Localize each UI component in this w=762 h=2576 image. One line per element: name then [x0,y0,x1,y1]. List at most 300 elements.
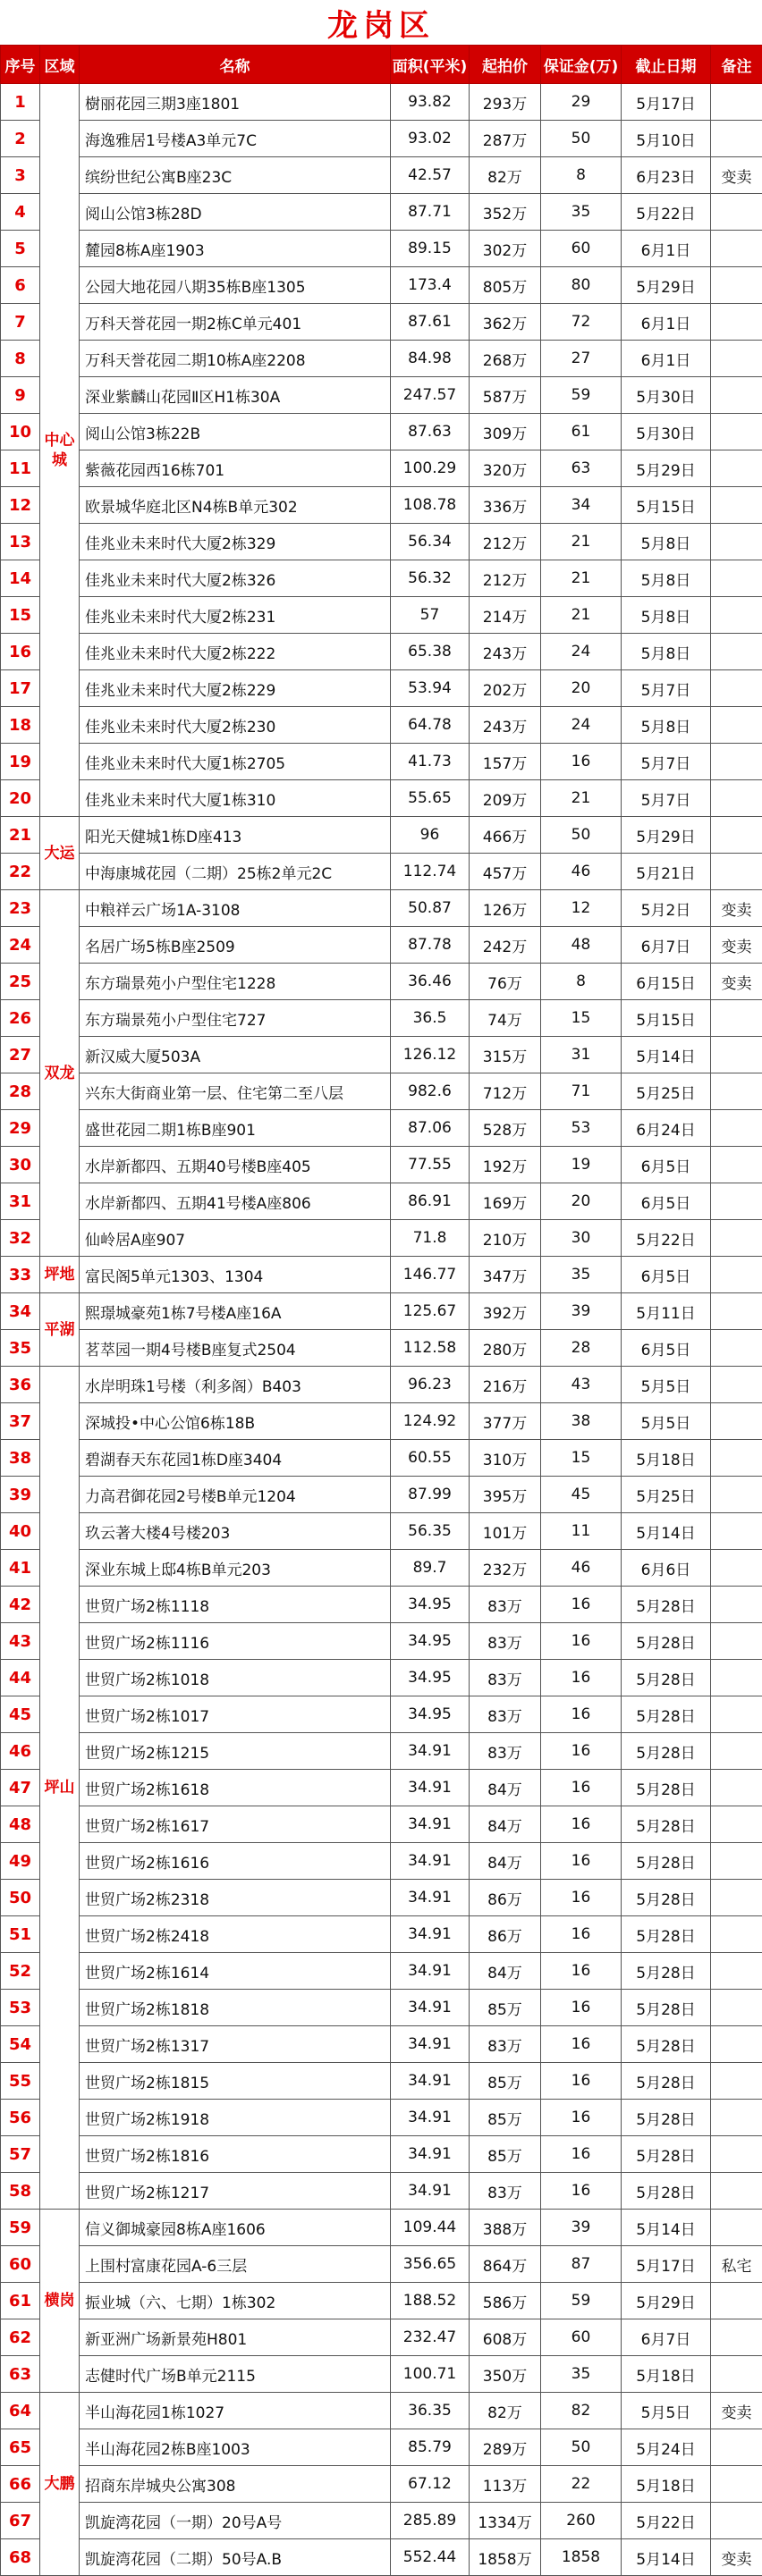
note-value [711,2100,762,2136]
deadline-date: 5月5日 [622,1403,711,1440]
table-row [1,1806,762,1843]
header-name: 名称 [80,46,391,84]
row-number: 54 [1,2026,40,2063]
deadline-date: 5月28日 [622,1733,711,1770]
deposit-value: 35 [541,1257,622,1293]
deposit-value: 16 [541,1696,622,1733]
price-value: 315万 [470,1037,541,1073]
price-value: 336万 [470,487,541,524]
property-name: 万科天誉花园一期2栋C单元401 [80,304,391,341]
table-row [1,597,762,634]
note-value [711,1073,762,1110]
area-value: 247.57 [391,377,470,414]
table-row [1,2393,762,2429]
deposit-value: 16 [541,1843,622,1880]
area-value: 126.12 [391,1037,470,1073]
note-value [711,2136,762,2173]
row-number: 39 [1,1477,40,1513]
property-name: 水岸新都四、五期40号楼B座405 [80,1147,391,1183]
note-value [711,1147,762,1183]
note-value [711,1293,762,1330]
deadline-date: 5月11日 [622,1293,711,1330]
deadline-date: 5月14日 [622,2539,711,2576]
row-number: 14 [1,560,40,597]
deadline-date: 5月28日 [622,1696,711,1733]
note-value [711,1477,762,1513]
property-name: 半山海花园2栋B座1003 [80,2429,391,2466]
table-row [1,267,762,304]
price-value: 392万 [470,1293,541,1330]
row-number: 1 [1,84,40,121]
table-row [1,1660,762,1696]
area-value: 93.02 [391,121,470,157]
table-row [1,1477,762,1513]
note-value [711,707,762,744]
area-value: 124.92 [391,1403,470,1440]
deadline-date: 5月30日 [622,414,711,450]
header-row [1,46,762,84]
deadline-date: 6月6日 [622,1550,711,1587]
deadline-date: 6月5日 [622,1257,711,1293]
property-name: 熙璟城豪苑1栋7号楼A座16A [80,1293,391,1330]
row-number: 61 [1,2283,40,2319]
property-name: 佳兆业未来时代大厦1栋2705 [80,744,391,780]
row-number: 46 [1,1733,40,1770]
note-value [711,121,762,157]
price-value: 83万 [470,2173,541,2210]
price-value: 76万 [470,964,541,1000]
area-value: 112.74 [391,854,470,890]
deposit-value: 59 [541,2283,622,2319]
property-name: 半山海花园1栋1027 [80,2393,391,2429]
row-number: 55 [1,2063,40,2100]
area-value: 146.77 [391,1257,470,1293]
property-name: 世贸广场2栋1617 [80,1806,391,1843]
region-cell: 坪地 [40,1257,80,1293]
table-row [1,670,762,707]
table-row [1,1330,762,1367]
property-name: 深城投•中心公馆6栋18B [80,1403,391,1440]
deposit-value: 35 [541,2356,622,2393]
price-value: 302万 [470,231,541,267]
note-value [711,1587,762,1623]
deposit-value: 87 [541,2246,622,2283]
row-number: 63 [1,2356,40,2393]
area-value: 232.47 [391,2319,470,2356]
area-value: 34.91 [391,1880,470,1916]
deposit-value: 16 [541,2026,622,2063]
note-value [711,1990,762,2026]
row-number: 11 [1,450,40,487]
property-name: 佳兆业未来时代大厦2栋231 [80,597,391,634]
price-value: 82万 [470,157,541,194]
note-value [711,1367,762,1403]
deadline-date: 5月28日 [622,2173,711,2210]
row-number: 42 [1,1587,40,1623]
deposit-value: 260 [541,2503,622,2539]
region-cell: 大鹏 [40,2393,80,2576]
price-value: 388万 [470,2210,541,2246]
note-value [711,2173,762,2210]
deadline-date: 5月30日 [622,377,711,414]
table-row [1,450,762,487]
area-value: 87.61 [391,304,470,341]
deposit-value: 16 [541,1990,622,2026]
deposit-value: 16 [541,1733,622,1770]
price-value: 202万 [470,670,541,707]
price-value: 608万 [470,2319,541,2356]
area-value: 34.95 [391,1587,470,1623]
table-row [1,1623,762,1660]
area-value: 50.87 [391,890,470,927]
area-value: 36.46 [391,964,470,1000]
header-no: 序号 [1,46,40,84]
deposit-value: 21 [541,780,622,817]
deposit-value: 60 [541,231,622,267]
table-row [1,1147,762,1183]
row-number: 67 [1,2503,40,2539]
table-row [1,2063,762,2100]
price-value: 83万 [470,1587,541,1623]
table-row [1,854,762,890]
price-value: 85万 [470,1990,541,2026]
row-number: 6 [1,267,40,304]
deposit-value: 34 [541,487,622,524]
area-value: 60.55 [391,1440,470,1477]
note-value [711,84,762,121]
note-value [711,1037,762,1073]
deposit-value: 24 [541,634,622,670]
area-value: 36.5 [391,1000,470,1037]
note-value [711,1440,762,1477]
deadline-date: 6月7日 [622,2319,711,2356]
area-value: 71.8 [391,1220,470,1257]
area-value: 77.55 [391,1147,470,1183]
note-value [711,1916,762,1953]
price-value: 126万 [470,890,541,927]
deposit-value: 50 [541,121,622,157]
deadline-date: 5月22日 [622,194,711,231]
area-value: 34.91 [391,2063,470,2100]
table-row [1,1257,762,1293]
price-value: 84万 [470,1770,541,1806]
deadline-date: 6月24日 [622,1110,711,1147]
deposit-value: 24 [541,707,622,744]
area-value: 87.63 [391,414,470,450]
table-row [1,817,762,854]
property-name: 佳兆业未来时代大厦2栋222 [80,634,391,670]
price-value: 280万 [470,1330,541,1367]
price-value: 466万 [470,817,541,854]
note-value [711,2026,762,2063]
area-value: 87.78 [391,927,470,964]
area-value: 56.32 [391,560,470,597]
area-value: 89.7 [391,1550,470,1587]
property-name: 水岸新都四、五期41号楼A座806 [80,1183,391,1220]
note-value [711,2210,762,2246]
row-number: 65 [1,2429,40,2466]
deadline-date: 5月28日 [622,1587,711,1623]
price-value: 192万 [470,1147,541,1183]
property-name: 志健时代广场B单元2115 [80,2356,391,2393]
property-name: 深业紫麟山花园Ⅱ区H1栋30A [80,377,391,414]
table-row [1,1000,762,1037]
note-value [711,450,762,487]
price-value: 101万 [470,1513,541,1550]
region-cell: 坪山 [40,1367,80,2210]
area-value: 84.98 [391,341,470,377]
row-number: 62 [1,2319,40,2356]
price-value: 350万 [470,2356,541,2393]
row-number: 41 [1,1550,40,1587]
property-name: 中粮祥云广场1A-3108 [80,890,391,927]
table-row [1,2319,762,2356]
row-number: 38 [1,1440,40,1477]
area-value: 96 [391,817,470,854]
header-deposit: 保证金(万) [541,46,622,84]
table-row [1,157,762,194]
page-title: 龙岗区 [0,0,762,45]
property-name: 富民阁5单元1303、1304 [80,1257,391,1293]
deadline-date: 5月15日 [622,1000,711,1037]
property-name: 名居广场5栋B座2509 [80,927,391,964]
deadline-date: 5月14日 [622,2210,711,2246]
note-value [711,304,762,341]
table-row [1,1953,762,1990]
row-number: 5 [1,231,40,267]
property-name: 佳兆业未来时代大厦2栋329 [80,524,391,560]
table-row [1,744,762,780]
deposit-value: 63 [541,450,622,487]
table-row [1,524,762,560]
area-value: 34.91 [391,1806,470,1843]
deadline-date: 5月28日 [622,1660,711,1696]
area-value: 86.91 [391,1183,470,1220]
note-value [711,1000,762,1037]
price-value: 293万 [470,84,541,121]
price-value: 83万 [470,1696,541,1733]
table-row [1,1880,762,1916]
table-row [1,341,762,377]
price-value: 83万 [470,2026,541,2063]
table-row [1,927,762,964]
table-row [1,560,762,597]
row-number: 25 [1,964,40,1000]
area-value: 109.44 [391,2210,470,2246]
row-number: 20 [1,780,40,817]
deadline-date: 6月23日 [622,157,711,194]
price-value: 289万 [470,2429,541,2466]
deposit-value: 20 [541,670,622,707]
deadline-date: 5月17日 [622,84,711,121]
price-value: 83万 [470,1733,541,1770]
row-number: 31 [1,1183,40,1220]
area-value: 89.15 [391,231,470,267]
row-number: 26 [1,1000,40,1037]
deposit-value: 16 [541,1806,622,1843]
property-name: 世贸广场2栋1217 [80,2173,391,2210]
property-name: 紫薇花园西16栋701 [80,450,391,487]
deposit-value: 29 [541,84,622,121]
table-row [1,2026,762,2063]
table-row [1,487,762,524]
property-name: 阅山公馆3栋28D [80,194,391,231]
row-number: 17 [1,670,40,707]
note-value [711,1183,762,1220]
table-row [1,1440,762,1477]
table-row [1,1916,762,1953]
price-value: 83万 [470,1660,541,1696]
deadline-date: 5月10日 [622,121,711,157]
row-number: 33 [1,1257,40,1293]
area-value: 34.91 [391,2100,470,2136]
area-value: 57 [391,597,470,634]
note-value [711,1623,762,1660]
property-name: 东方瑞景苑小户型住宅1228 [80,964,391,1000]
area-value: 34.91 [391,2026,470,2063]
note-value [711,2283,762,2319]
deadline-date: 5月28日 [622,2100,711,2136]
property-name: 世贸广场2栋2418 [80,1916,391,1953]
row-number: 4 [1,194,40,231]
property-name: 招商东岸城央公寓308 [80,2466,391,2503]
deadline-date: 5月15日 [622,487,711,524]
area-value: 100.71 [391,2356,470,2393]
note-value [711,2356,762,2393]
deposit-value: 50 [541,817,622,854]
price-value: 320万 [470,450,541,487]
price-value: 84万 [470,1806,541,1843]
price-value: 310万 [470,1440,541,1477]
area-value: 552.44 [391,2539,470,2576]
row-number: 44 [1,1660,40,1696]
property-name: 佳兆业未来时代大厦2栋230 [80,707,391,744]
row-number: 29 [1,1110,40,1147]
row-number: 16 [1,634,40,670]
deadline-date: 5月28日 [622,1843,711,1880]
deposit-value: 21 [541,560,622,597]
deadline-date: 5月28日 [622,1880,711,1916]
table-row [1,1733,762,1770]
deposit-value: 48 [541,927,622,964]
row-number: 50 [1,1880,40,1916]
area-value: 85.79 [391,2429,470,2466]
region-cell: 双龙 [40,890,80,1257]
price-value: 74万 [470,1000,541,1037]
area-value: 53.94 [391,670,470,707]
deadline-date: 5月17日 [622,2246,711,2283]
deadline-date: 5月8日 [622,707,711,744]
property-name: 世贸广场2栋1317 [80,2026,391,2063]
row-number: 68 [1,2539,40,2576]
deposit-value: 35 [541,194,622,231]
table-row [1,2173,762,2210]
table-row [1,1513,762,1550]
deposit-value: 61 [541,414,622,450]
deposit-value: 46 [541,1550,622,1587]
row-number: 36 [1,1367,40,1403]
area-value: 87.99 [391,1477,470,1513]
area-value: 34.91 [391,2173,470,2210]
price-value: 85万 [470,2063,541,2100]
price-value: 83万 [470,1623,541,1660]
table-row [1,304,762,341]
area-value: 34.95 [391,1696,470,1733]
deposit-value: 21 [541,597,622,634]
table-row [1,2246,762,2283]
note-value [711,1220,762,1257]
note-value [711,194,762,231]
area-value: 34.91 [391,1953,470,1990]
row-number: 57 [1,2136,40,2173]
area-value: 56.35 [391,1513,470,1550]
table-row [1,2100,762,2136]
row-number: 22 [1,854,40,890]
area-value: 285.89 [391,2503,470,2539]
note-value [711,1330,762,1367]
area-value: 67.12 [391,2466,470,2503]
property-name: 世贸广场2栋1614 [80,1953,391,1990]
price-value: 243万 [470,634,541,670]
row-number: 28 [1,1073,40,1110]
price-value: 528万 [470,1110,541,1147]
row-number: 13 [1,524,40,560]
deposit-value: 45 [541,1477,622,1513]
property-name: 佳兆业未来时代大厦2栋229 [80,670,391,707]
deposit-value: 30 [541,1220,622,1257]
deposit-value: 50 [541,2429,622,2466]
note-value [711,267,762,304]
table-row [1,780,762,817]
deadline-date: 5月28日 [622,2136,711,2173]
note-value: 私宅 [711,2246,762,2283]
row-number: 18 [1,707,40,744]
area-value: 34.91 [391,1843,470,1880]
table-row [1,2539,762,2576]
deadline-date: 5月5日 [622,2393,711,2429]
property-name: 世贸广场2栋1816 [80,2136,391,2173]
area-value: 64.78 [391,707,470,744]
price-value: 212万 [470,560,541,597]
row-number: 49 [1,1843,40,1880]
note-value [711,1953,762,1990]
property-name: 世贸广场2栋1018 [80,1660,391,1696]
row-number: 66 [1,2466,40,2503]
deposit-value: 21 [541,524,622,560]
deadline-date: 5月7日 [622,780,711,817]
row-number: 32 [1,1220,40,1257]
row-number: 8 [1,341,40,377]
area-value: 356.65 [391,2246,470,2283]
note-value [711,597,762,634]
property-name: 世贸广场2栋1618 [80,1770,391,1806]
price-value: 85万 [470,2100,541,2136]
property-name: 佳兆业未来时代大厦1栋310 [80,780,391,817]
note-value [711,817,762,854]
table-row [1,2283,762,2319]
deposit-value: 19 [541,1147,622,1183]
deadline-date: 5月7日 [622,670,711,707]
row-number: 15 [1,597,40,634]
property-name: 碧湖春天东花园1栋D座3404 [80,1440,391,1477]
row-number: 7 [1,304,40,341]
deposit-value: 11 [541,1513,622,1550]
property-name: 力高君御花园2号楼B单元1204 [80,1477,391,1513]
table-row [1,84,762,121]
area-value: 41.73 [391,744,470,780]
deposit-value: 16 [541,2136,622,2173]
deadline-date: 5月18日 [622,2356,711,2393]
